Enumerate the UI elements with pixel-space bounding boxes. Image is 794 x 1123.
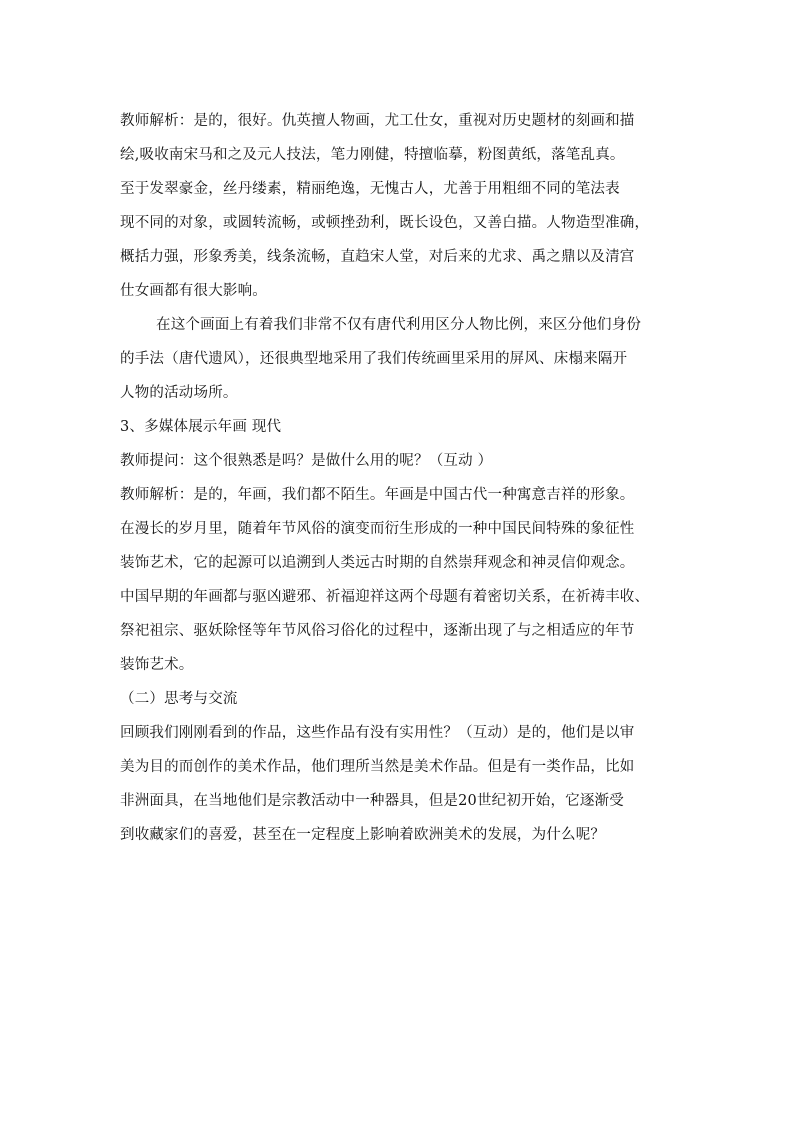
text-line: 教师解析：是的，年画，我们都不陌生。年画是中国古代一种寓意吉祥的形象。 [120,487,635,503]
text-line: 仕女画都有很大影响。 [120,283,267,299]
text-line: （二）思考与交流 [120,691,238,707]
text-line: 教师提问：这个很熟悉是吗？是做什么用的呢？（互动 ） [120,453,493,469]
text-line: 祭祀祖宗、驱妖除怪等年节风俗习俗化的过程中，逐渐出现了与之相适应的年节 [120,623,635,639]
text-line: 中国早期的年画都与驱凶避邪、祈福迎祥这两个母题有着密切关系，在祈祷丰收、 [120,589,650,605]
text-line: 装饰艺术。 [120,657,194,673]
document-body [120,104,676,852]
text-line: 概括力强，形象秀美，线条流畅，直趋宋人堂，对后来的尤求、禹之鼎以及清宫 [120,249,635,265]
text-line: 回顾我们刚刚看到的作品，这些作品有没有实用性？（互动）是的，他们是以审 [120,725,635,741]
text-line: 在漫长的岁月里，随着年节风俗的演变而衍生形成的一种中国民间特殊的象征性 [120,521,635,537]
text-line: 美为目的而创作的美术作品，他们理所当然是美术作品。但是有一类作品，比如 [120,759,635,775]
text-line: 绘,吸收南宋马和之及元人技法，笔力刚健，特擅临摹，粉图黄纸，落笔乱真。 [120,147,625,163]
text-line: 到收藏家们的喜爱，甚至在一定程度上影响着欧洲美术的发展，为什么呢？ [120,827,606,843]
text-line: 至于发翠豪金，丝丹缕素，精丽绝逸，无愧古人，尤善于用粗细不同的笔法表 [120,181,620,197]
text-line: 教师解析：是的，很好。仇英擅人物画，尤工仕女，重视对历史题材的刻画和描 [120,113,635,129]
text-line: 3、多媒体展示年画 现代 [120,419,282,435]
text-line: 的手法（唐代遗风），还很典型地采用了我们传统画里采用的屏风、床榻来隔开 [120,351,628,367]
text-line: 在这个画面上有着我们非常不仅有唐代利用区分人物比例，来区分他们身份 [156,317,642,333]
text-line: 非洲面具，在当地他们是宗教活动中一种器具，但是20世纪初开始，它逐渐受 [120,793,624,809]
text-line: 装饰艺术，它的起源可以追溯到人类远古时期的自然崇拜观念和神灵信仰观念。 [120,555,635,571]
text-line: 人物的活动场所。 [120,385,238,401]
text-line: 现不同的对象，或圆转流畅，或顿挫劲利，既长设色，又善白描。人物造型准确， [120,215,650,231]
